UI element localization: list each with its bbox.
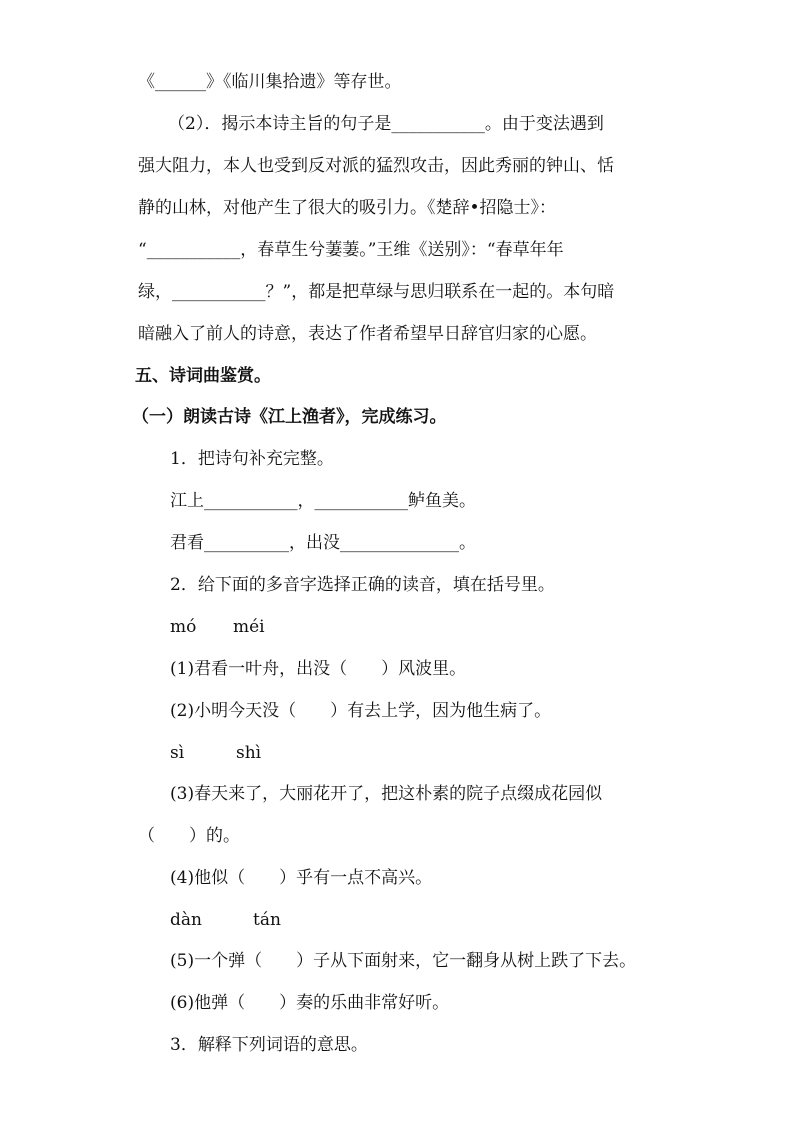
question-item: (4)他似（ ）乎有一点不高兴。 — [170, 868, 433, 888]
question-item: （ ）的。 — [138, 826, 240, 846]
text-line: 暗融入了前人的诗意，表达了作者希望早日辞官归家的心愿。 — [138, 324, 597, 344]
pinyin-option: tán — [253, 910, 281, 930]
question-item: (1)君看一叶舟，出没（ ）风波里。 — [170, 659, 467, 679]
subsection-title: （一）朗读古诗《江上渔者》，完成练习。 — [132, 407, 447, 427]
text-line: 绿，___________？”，都是把草绿与思归联系在一起的。本句暗 — [138, 282, 615, 302]
question-item: (3)春天来了，大丽花开了，把这朴素的院子点缀成花园似 — [170, 784, 603, 804]
text-line — [138, 196, 666, 220]
question-item: (6)他弹（ ）奏的乐曲非常好听。 — [170, 993, 450, 1013]
text-line: 《______》《临川集拾遗》等存世。 — [138, 72, 402, 92]
text-segment: 静的山林，对他产生了很大的吸引力。《楚辞•招隐士》： — [138, 198, 557, 218]
question-title: 1．把诗句补充完整。 — [170, 449, 334, 469]
pinyin-option: mó — [170, 617, 197, 637]
poem-fill-line: 君看__________，出没______________。 — [170, 533, 476, 553]
question-item: (2)小明今天没（ ）有去上学，因为他生病了。 — [170, 701, 552, 721]
question-item: (5)一个弹（ ）子从下面射来，它一翻身从树上跌了下去。 — [170, 951, 637, 971]
question-title: 2．给下面的多音字选择正确的读音，填在括号里。 — [170, 575, 555, 595]
question-title: 3．解释下列词语的意思。 — [170, 1035, 368, 1055]
text-line: “___________，春草生兮萋萋。”王维《送别》：“春草年年 — [138, 240, 564, 260]
pinyin-option: shì — [236, 743, 262, 763]
pinyin-option: méi — [233, 617, 265, 637]
pinyin-option: sì — [170, 743, 185, 763]
text-line: 强大阻力，本人也受到反对派的猛烈攻击，因此秀丽的钟山、恬 — [138, 156, 614, 176]
text-line: （2）．揭示本诗主旨的句子是___________。由于变法遇到 — [168, 114, 604, 134]
poem-fill-line: 江上___________，___________鲈鱼美。 — [170, 491, 476, 511]
pinyin-option: dàn — [170, 910, 202, 930]
section-title: 五、诗词曲鉴赏。 — [135, 366, 271, 386]
